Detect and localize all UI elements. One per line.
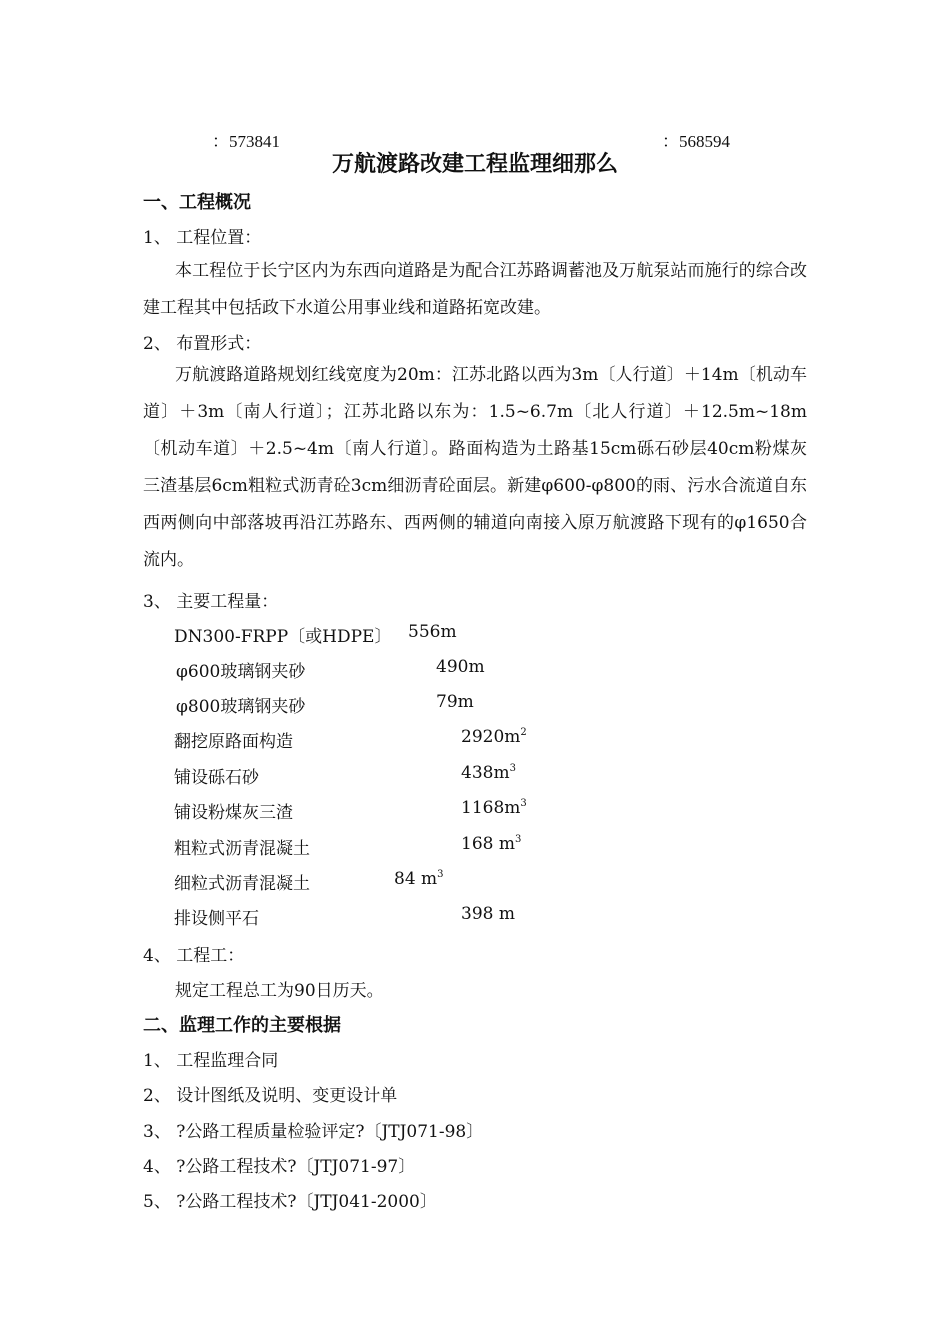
list-item: 4、 ?公路工程技术?〔JTJ071-97〕 — [143, 1157, 416, 1177]
section-2-heading: 二、监理工作的主要根据 — [143, 1015, 341, 1036]
quantity-value: $2920m^2$ — [461, 727, 527, 747]
quantity-value: 79m — [436, 692, 474, 712]
list-item: 3、 ?公路工程质量检验评定?〔JTJ071-98〕 — [143, 1122, 484, 1142]
quantity-name: 翻挖原路面构造 — [174, 732, 293, 752]
quantity-name: 铺设粉煤灰三渣 — [174, 803, 293, 823]
quantity-name: 细粒式沥青混凝土 — [174, 874, 310, 894]
quantity-name: φ800玻璃钢夹砂 — [176, 697, 306, 717]
list-item: 2、 设计图纸及说明、变更设计单 — [143, 1086, 398, 1106]
list-item: 5、 ?公路工程技术?〔JTJ041-2000〕 — [143, 1192, 437, 1212]
quantity-value: $438m^3$ — [461, 763, 516, 783]
item-1-paragraph: 本工程位于长宁区内为东西向道路是为配合江苏路调蓄池及万航泵站而施行的综合改建工程其中包括政下水道公用事业线和道路拓宽改建。 — [143, 261, 807, 318]
item-3-title: 3、 主要工程量： — [143, 592, 279, 612]
quantity-name: DN300-FRPP〔或HDPE〕 — [174, 627, 392, 647]
quantity-value: 398 m — [461, 904, 515, 924]
quantity-name: 铺设砾石砂 — [174, 768, 259, 788]
quantity-name: φ600玻璃钢夹砂 — [176, 662, 306, 682]
list-item: 1、 工程监理合同 — [143, 1051, 279, 1071]
quantity-value: 168 $m^3$ — [461, 834, 522, 854]
item-2-paragraph: 万航渡路道路规划红线宽度为20m：江苏北路以西为3m〔人行道〕＋14m〔机动车道〕＋3m〔南人行道〕；江苏北路以东为：1.5~6.7m〔北人行道〕＋12.5m~18m〔机动车道〕＋2.5~4m〔南人行道〕。路面构造为土路基15cm砾石砂层40cm粉煤灰三渣基层6cm粗粒式沥青砼3cm细沥青砼面层。新建φ600-φ800的雨、污水合流道自东西两侧向中部落坡再沿江苏路东、西两侧的辅道向南接入原万航渡路下现有的φ1650合流内。 — [143, 365, 807, 570]
item-4-paragraph: 规定工程总工为90日历天。 — [175, 981, 384, 1001]
quantity-name: 排设侧平石 — [174, 909, 259, 929]
quantity-value: 556m — [408, 622, 457, 642]
document-title: 万航渡路改建工程监理细那么 — [331, 151, 618, 177]
quantity-value: $1168m^3$ — [461, 798, 527, 818]
quantity-value: 84 $m^3$ — [394, 869, 444, 889]
item-2-title: 2、 布置形式： — [143, 334, 262, 354]
item-1-title: 1、 工程位置： — [143, 228, 262, 248]
quantity-value: 490m — [436, 657, 485, 677]
section-1-heading: 一、工程概况 — [143, 192, 251, 213]
header-code-left: ：573841 — [212, 132, 280, 151]
header-code-right: ：568594 — [662, 132, 730, 151]
item-4-title: 4、 工程工： — [143, 946, 245, 966]
quantity-name: 粗粒式沥青混凝土 — [174, 839, 310, 859]
